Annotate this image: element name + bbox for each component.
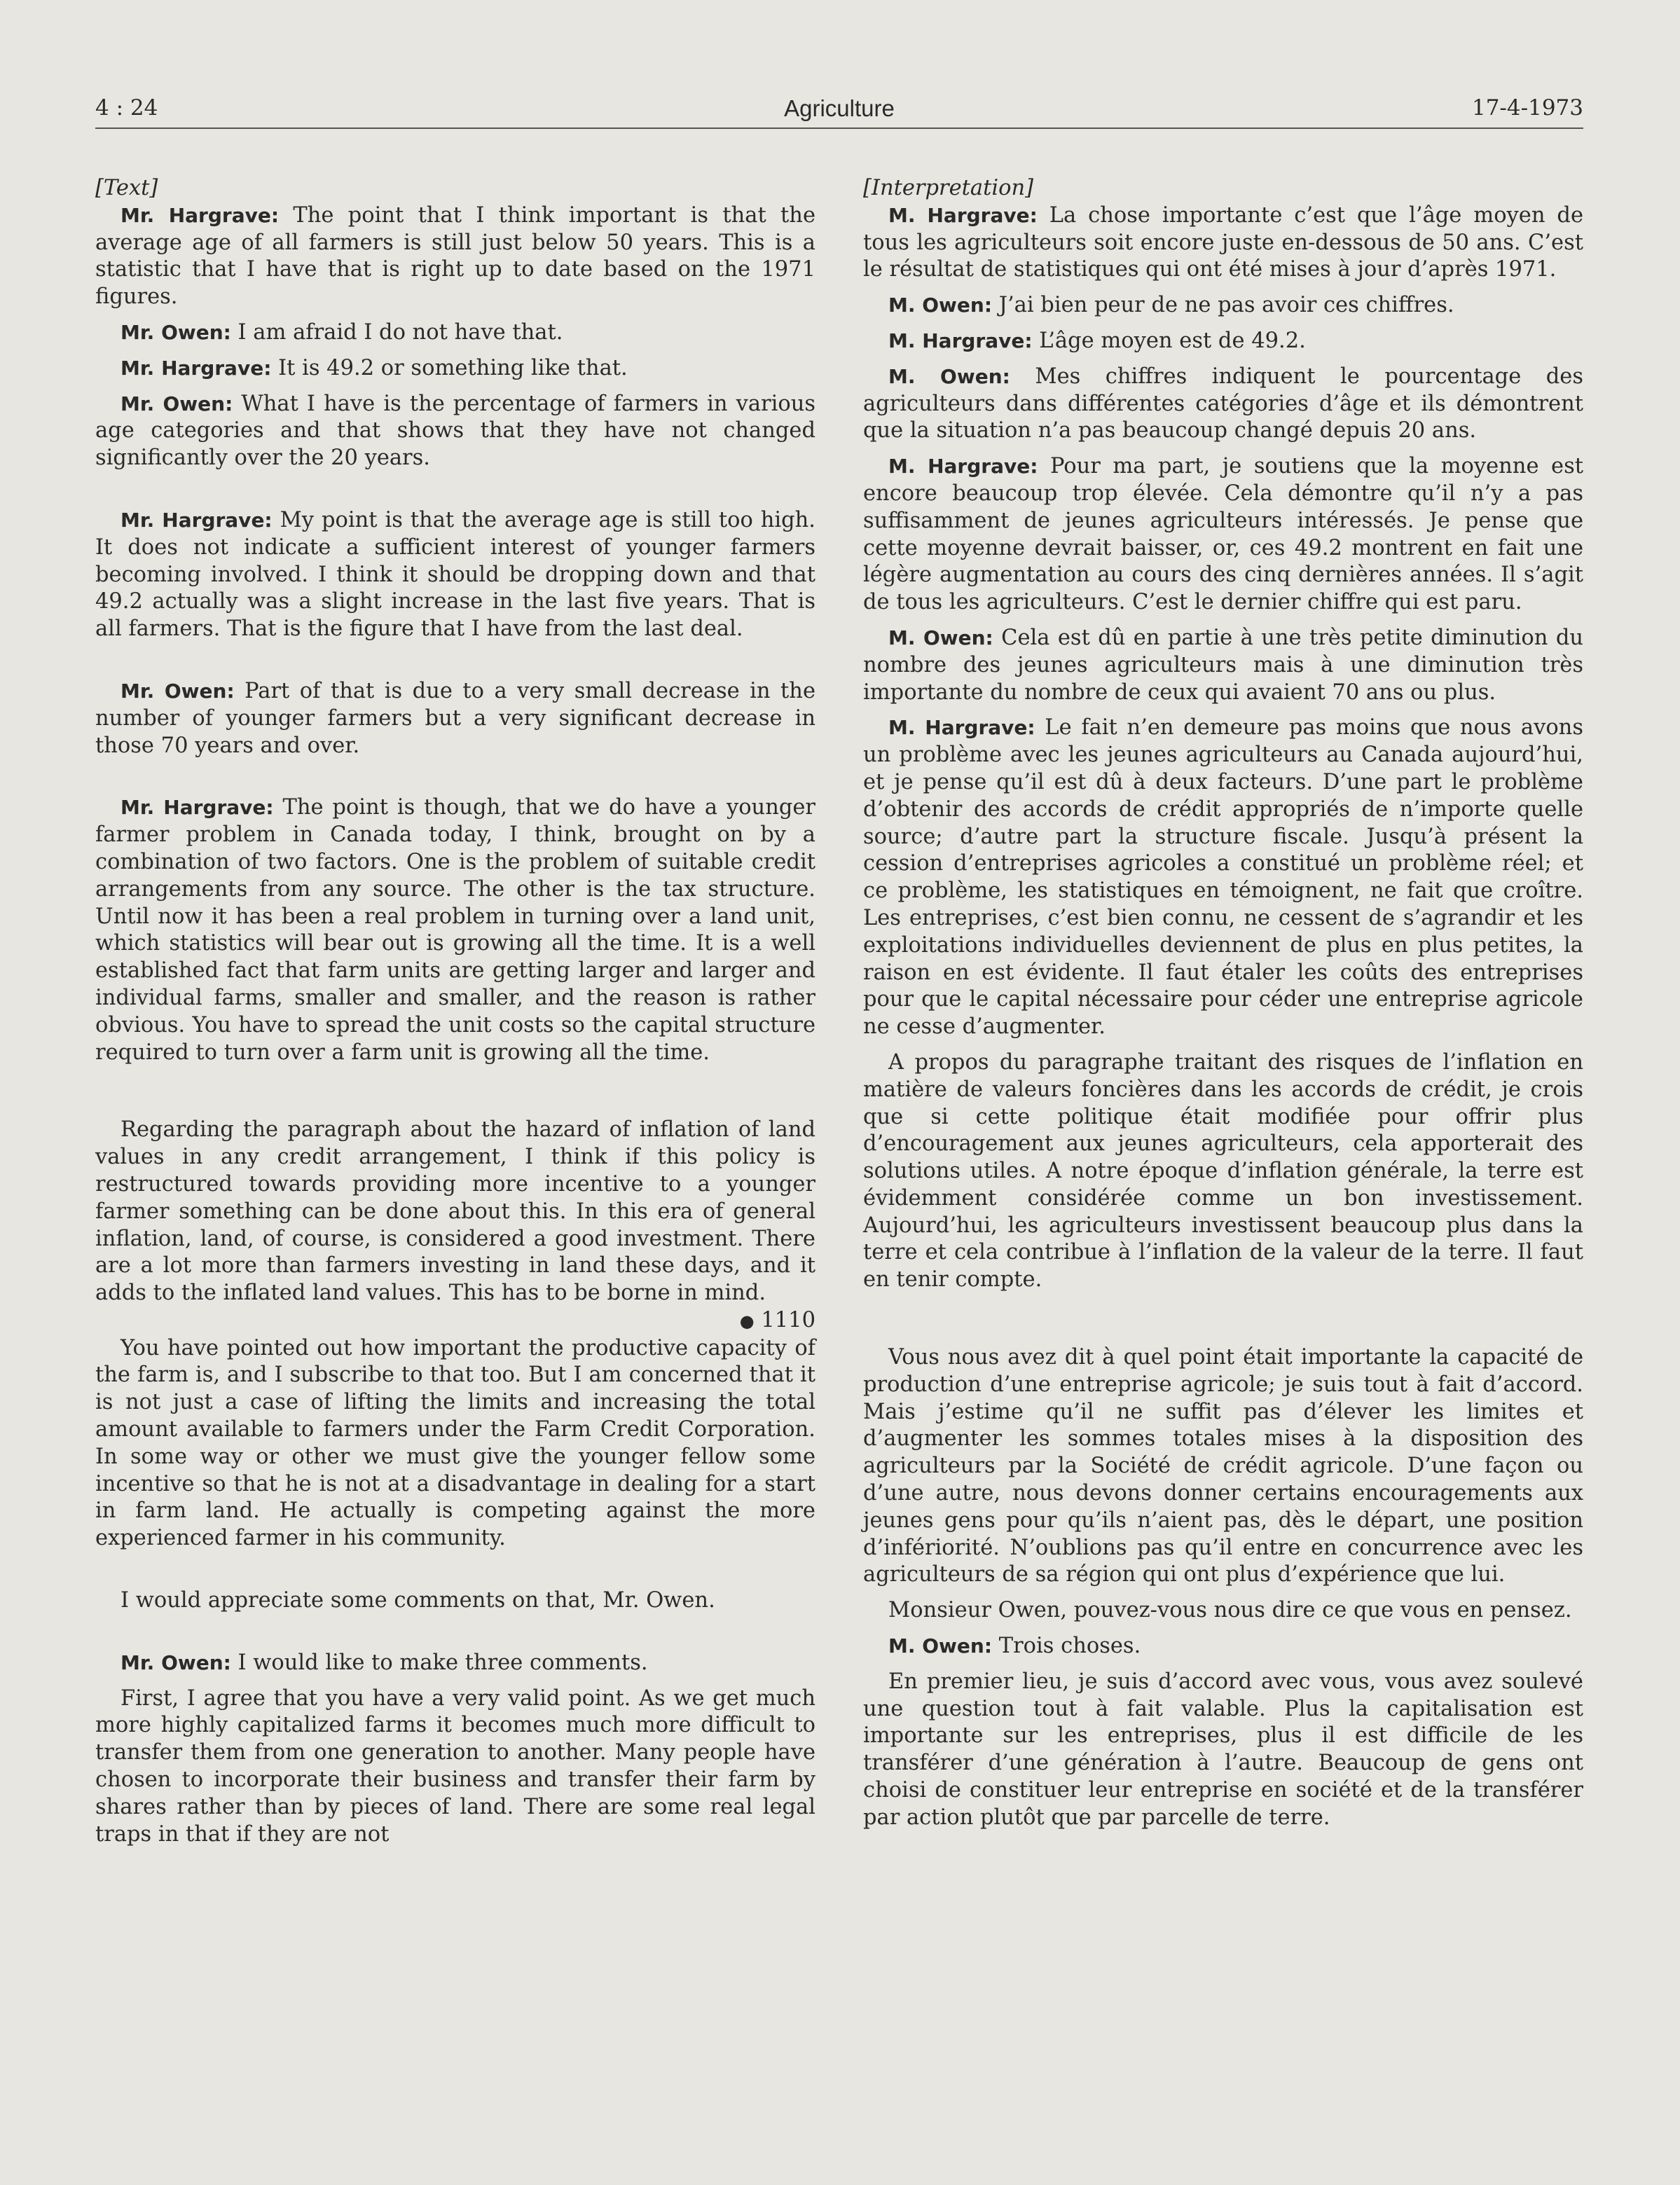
- speaker-name: M. Hargrave:: [888, 329, 1033, 352]
- paragraph: [95, 1650, 815, 1677]
- paragraph-text: I would like to make three comments.: [230, 1650, 648, 1675]
- speaker-name: M. Hargrave:: [888, 716, 1035, 740]
- time-marker: [95, 1307, 815, 1335]
- english-column: [95, 175, 815, 1848]
- speaker-name: Mr. Owen:: [121, 392, 233, 415]
- paragraph: [95, 355, 815, 382]
- speaker-name: Mr. Owen:: [121, 1650, 231, 1674]
- paragraph: A propos du paragraphe traitant des risques de l’inflation en matière de valeurs foncières dans les accords de crédit, je crois que si cette politique était modifiée pour offrir plus d’encouragement aux jeunes agriculteurs, cela apporterait des solutions utiles. A notre époque d’inflation générale, la terre est évidemment considérée comme un bon investissement. Aujourd’hui, les agriculteurs investissent beaucoup plus dans la terre et cela contribue à l’inflation de la valeur de la terre. Il faut en tenir compte.: [863, 1049, 1583, 1293]
- paragraph-text: Part of that is due to a very small decrease in the number of younger farmers but a very significant decrease in those 70 years and over.: [95, 678, 815, 758]
- paragraph: [95, 202, 815, 311]
- paragraph: You have pointed out how important the productive capacity of the farm is, and I subscribe to that too. But I am concerned that it is not just a case of lifting the limits and increasing the total amount available to farmers under the Farm Credit Corporation. In some way or other we must give the younger fellow some incentive so that he is not at a disadvantage in dealing for a start in farm land. He actually is competing against the more experienced farmer in his community.: [95, 1335, 815, 1551]
- speaker-name: M. Owen:: [888, 626, 993, 649]
- paragraph-text: Trois choses.: [992, 1634, 1141, 1659]
- speaker-name: Mr. Hargrave:: [121, 203, 280, 227]
- paragraph-text: It is 49.2 or something like that.: [271, 355, 628, 380]
- section-tag: [Text]: [95, 176, 158, 200]
- paragraph-text: J’ai bien peur de ne pas avoir ces chiffres.: [992, 293, 1454, 318]
- french-column: [863, 175, 1583, 1832]
- paragraph: [863, 1633, 1583, 1660]
- speaker-name: M. Hargrave:: [888, 455, 1038, 478]
- paragraph-text: Le fait n’en demeure pas moins que nous avons un problème avec les jeunes agriculteurs au Canada aujourd’hui, et je pense qu’il est dû à deux facteurs. D’une part le problème d’obtenir des accords de crédit appropriés de n’importe quelle source; d’autre part la structure fiscale. Jusqu’à présent la cession d’entreprises agricoles a constitué un problème réel; et ce problème, les statistiques en témoignent, ne fait que croître. Les entreprises, c’est bien connu, ne cessent de s’agrandir et les exploitations individuelles deviennent de plus en plus petites, la raison en est évidente. Il faut étaler les coûts des entreprises pour que le capital nécessaire pour céder une entreprise agricole ne cesse d’augmenter.: [863, 715, 1583, 1040]
- time-marker-text: 1110: [761, 1307, 815, 1332]
- paragraph: [863, 625, 1583, 706]
- paragraph: [95, 319, 815, 347]
- page-number: 4 : 24: [95, 95, 158, 120]
- paragraph: [863, 328, 1583, 355]
- paragraph-text: The point is though, that we do have a younger farmer problem in Canada today, I think, brought on by a combination of two factors. One is the problem of suitable credit arrangements from any source. The other is the tax structure. Until now it has been a real problem in turning over a land unit, which statistics will bear out is growing all the time. It is a well established fact that farm units are getting larger and larger and individual farms, smaller and smaller, and the reason is rather obvious. You have to spread the unit costs so the capital structure required to turn over a farm unit is growing all the time.: [95, 795, 815, 1065]
- speaker-name: M. Owen:: [888, 294, 993, 317]
- page-date: 17-4-1973: [1471, 95, 1583, 120]
- paragraph: [863, 364, 1583, 445]
- paragraph-text: Pour ma part, je soutiens que la moyenne est encore beaucoup trop élevée. Cela démontre qu’il n’y a pas suffisamment de jeunes agriculteurs intéressés. Je pense que cette moyenne devrait baisser, or, ces 49.2 montrent en fait une légère augmentation au cours des cinq dernières années. Il s’agit de tous les agriculteurs. C’est le dernier chiffre qui est paru.: [863, 454, 1583, 615]
- speaker-name: Mr. Hargrave:: [121, 796, 274, 820]
- paragraph: Regarding the paragraph about the hazard of inflation of land values in any credit arrangement, I think if this policy is restructured towards providing more incentive to a younger farmer something can be done about this. In this era of general inflation, land, of course, is considered a good investment. There are a lot more than farmers investing in land these days, and it adds to the inflated land values. This has to be borne in mind.: [95, 1117, 815, 1306]
- paragraph: [863, 453, 1583, 616]
- paragraph: First, I agree that you have a very valid point. As we get much more highly capitalized farms it becomes much more difficult to transfer them from one generation to another. Many people have chosen to incorporate their business and transfer their farm by shares rather than by pieces of land. There are some real legal traps in that if they are not: [95, 1686, 815, 1847]
- paragraph-text: Cela est dû en partie à une très petite diminution du nombre des jeunes agriculteurs mais à une diminution très importante du nombre de ceux qui avaient 70 ans ou plus.: [863, 625, 1583, 705]
- paragraph: [95, 507, 815, 643]
- speaker-name: Mr. Owen:: [121, 679, 235, 703]
- paragraph: [95, 794, 815, 1066]
- speaker-name: M. Owen:: [888, 364, 1010, 388]
- paragraph-text: La chose importante c’est que l’âge moyen de tous les agriculteurs soit encore juste en-dessous de 50 ans. C’est le résultat de statistiques qui ont été mises à jour d’après 1971.: [863, 202, 1583, 282]
- paragraph-text: I am afraid I do not have that.: [230, 319, 563, 345]
- paragraph-text: L’âge moyen est de 49.2.: [1032, 328, 1306, 353]
- paragraph-text: The point that I think important is that the average age of all farmers is still just below 50 years. This is a statistic that I have that is right up to date based on the 1971 figures.: [95, 202, 815, 310]
- paragraph: Monsieur Owen, pouvez-vous nous dire ce que vous en pensez.: [888, 1598, 1572, 1623]
- speaker-name: Mr. Owen:: [121, 320, 231, 344]
- paragraph: [863, 292, 1583, 319]
- paragraph: [863, 715, 1583, 1041]
- page-title: Agriculture: [784, 95, 895, 121]
- paragraph-text: My point is that the average age is still too high. It does not indicate a sufficient interest of younger farmers becoming involved. I think it should be dropping down and that 49.2 actually was a slight increase in the last five years. That is all farmers. That is the figure that I have from the last deal.: [95, 507, 816, 642]
- paragraph: En premier lieu, je suis d’accord avec vous, vous avez soulevé une question tout à fait valable. Plus la capitalisation est importante sur les entreprises, plus il est difficile de les transférer d’une génération à l’autre. Beaucoup de gens ont choisi de constituer leur entreprise en société et de la transférer par action plutôt que par parcelle de terre.: [863, 1669, 1583, 1830]
- speaker-name: M. Hargrave:: [888, 203, 1038, 227]
- paragraph-text: What I have is the percentage of farmers in various age categories and that shows that they have not changed significantly over the 20 years.: [95, 391, 815, 471]
- section-tag: [Interpretation]: [863, 176, 1033, 200]
- speaker-name: Mr. Hargrave:: [121, 508, 273, 532]
- speaker-name: Mr. Hargrave:: [121, 356, 272, 380]
- paragraph-text: Mes chiffres indiquent le pourcentage des agriculteurs dans différentes catégories d’âge et ils démontrent que la situation n’a pas beaucoup changé depuis 20 ans.: [863, 364, 1583, 443]
- bullet-icon: ●: [739, 1311, 755, 1331]
- paragraph: Vous nous avez dit à quel point était importante la capacité de production d’une entreprise agricole; je suis tout à fait d’accord. Mais j’estime qu’il ne suffit pas d’élever les limites et d’augmenter les sommes totales mises à la disposition des agriculteurs par la Société de crédit agricole. D’une façon ou d’une autre, nous devons donner certains encouragements aux jeunes gens pour qu’ils n’aient pas, dès le départ, une position d’infériorité. N’oublions pas qu’il entre en concurrence avec les agriculteurs de sa région qui ont plus d’expérience que lui.: [863, 1345, 1583, 1587]
- page-header: [95, 92, 1583, 129]
- paragraph: [95, 391, 815, 472]
- speaker-name: M. Owen:: [888, 1634, 993, 1658]
- paragraph: [95, 678, 815, 759]
- paragraph: [863, 202, 1583, 284]
- paragraph: I would appreciate some comments on that, Mr. Owen.: [121, 1588, 715, 1613]
